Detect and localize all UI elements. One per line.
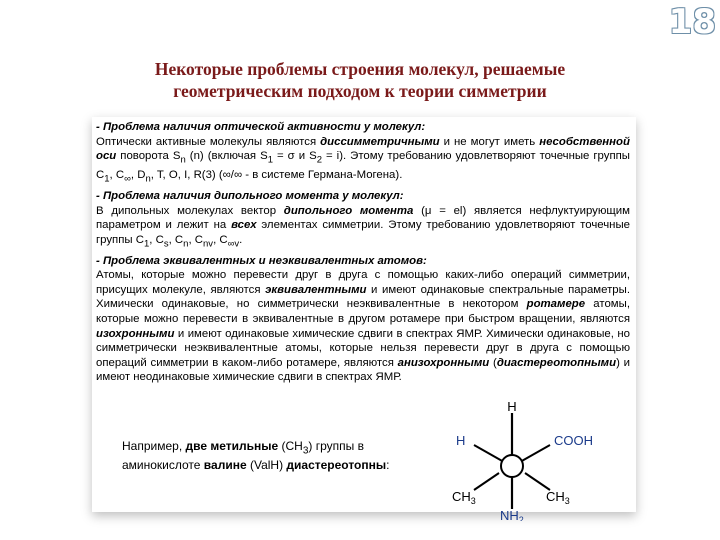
term-isochronous: изохронными <box>96 327 175 340</box>
text-run: = σ и S <box>272 150 317 163</box>
label-bottom-right-ch <box>546 489 570 506</box>
text-run: ( <box>489 356 497 369</box>
term-equivalent: эквивалентными <box>265 283 367 296</box>
text-run: поворота S <box>116 150 181 163</box>
bond-left <box>474 445 504 462</box>
text-run: (ValH) <box>246 458 287 473</box>
text-run: , T, O, I, R(3) (∞/∞ - в системе Германа-Могена). <box>150 169 403 182</box>
subscript: 3 <box>302 445 309 457</box>
label-left-h: H <box>456 433 466 448</box>
term-dipole-moment: дипольного момента <box>283 204 414 217</box>
subscript: 1 <box>104 173 110 185</box>
text-run: и имеют одинаковые спектральные параметры. Химически одинаковые, но симметрически неэквивалентные в некотором <box>96 283 630 311</box>
term-valine: валине <box>203 458 247 473</box>
text-run: , C <box>188 233 204 246</box>
term-rotamer: ротамере <box>526 298 586 311</box>
subscript: n <box>183 238 189 249</box>
slide-title <box>0 58 720 102</box>
text-run: . <box>239 233 243 246</box>
slide-number: 18 <box>668 2 716 42</box>
text-run: , C <box>149 233 164 246</box>
text-run: (CH <box>278 439 303 453</box>
term-dissymmetric: диссимметричными <box>320 135 440 148</box>
label-bottom-nh <box>500 508 524 521</box>
text-run: атомы, которые можно перевести в эквивалентные в другом ротамере при быстром вращении, являются <box>96 298 630 325</box>
newman-circle <box>501 455 523 477</box>
term-anisochronous: анизохронными <box>397 356 490 369</box>
bond-bottom-left <box>474 473 499 490</box>
text-run: , C <box>109 169 125 182</box>
subscript: n <box>180 154 186 166</box>
subscript: 1 <box>143 238 150 249</box>
subscript: ∞v <box>227 238 240 249</box>
subscript: 3 <box>564 496 570 506</box>
text-run: Оптически активные молекулы являются <box>96 135 321 148</box>
text-run: (n) (включая S <box>185 150 268 163</box>
subscript: 3 <box>470 496 476 506</box>
subscript: ∞ <box>124 173 131 185</box>
bond-bottom-right <box>525 473 550 490</box>
label-text: CH <box>452 489 471 504</box>
bond-right <box>520 445 550 462</box>
subscript: nv <box>203 238 214 249</box>
term-diastereotopic-example: диастереотопны <box>286 458 387 473</box>
slide-title-line1: Некоторые проблемы строения молекул, решаемые <box>154 59 566 79</box>
text-run: и не могут иметь <box>439 135 540 148</box>
section3-heading: - Проблема эквивалентных и неэквивалентных атомов: <box>96 254 427 267</box>
content-panel <box>92 117 636 521</box>
label-right-cooh: COOH <box>554 433 593 448</box>
section2-heading: - Проблема наличия дипольного момента у молекул: <box>96 189 404 202</box>
text-run: , C <box>213 233 228 246</box>
example-text <box>122 439 394 473</box>
label-text: NH <box>500 508 519 521</box>
subscript: 2 <box>316 154 322 166</box>
subscript: n <box>145 173 151 185</box>
term-all: всех <box>231 219 257 232</box>
term-diastereotopic: диастереотопными <box>496 356 617 369</box>
section1-paragraph <box>96 120 630 187</box>
section2-paragraph <box>96 189 630 252</box>
text-run: ) группы в аминокислоте <box>122 439 364 473</box>
subscript: 1 <box>267 154 273 166</box>
subscript: 2 <box>518 515 524 521</box>
text-run: ) и имеют неодинаковые химические сдвиги в спектрах ЯМР. <box>96 356 630 384</box>
text-run: и имеют одинаковые химические сдвиги в спектрах ЯМР. Химически одинаковые, но симметрически неэквивалентные атомы, которые нельзя перевести друг в друга с помощью операций симметрии в каком-либо ротамере, являются <box>96 327 630 369</box>
text-run: элементах симметрии. Этому требованию удовлетворяют точечные группы C <box>96 219 630 246</box>
text-run: В дипольных молекулах вектор <box>96 204 284 217</box>
text-run: = i). Этому требованию удовлетворяют точечные группы C <box>96 150 630 182</box>
label-text: CH <box>546 489 565 504</box>
text-run: , D <box>130 169 146 182</box>
term-improper-axis: несобственной оси <box>96 135 630 163</box>
newman-projection <box>442 399 632 521</box>
text-run: Например, <box>122 439 186 453</box>
section3-paragraph <box>96 254 630 385</box>
slide-title-line2: геометрическим подходом к теории симметрии <box>173 81 547 101</box>
subscript: s <box>163 238 169 249</box>
text-run: : <box>386 458 390 473</box>
label-top-h: H <box>507 399 517 414</box>
text-run: (μ = el) является нефлуктуирующим параметром и лежит на <box>96 204 630 232</box>
text-run: , C <box>168 233 184 246</box>
body-text <box>96 120 630 387</box>
label-bottom-left-ch <box>452 489 476 506</box>
section1-heading: - Проблема наличия оптической активности у молекул: <box>96 121 426 133</box>
text-run: Атомы, которые можно перевести друг в друга с помощью каких-либо операций симметрии, присущих молекуле, являются <box>96 269 630 296</box>
term-two-methyl: две метильные <box>185 439 279 453</box>
newman-projection-svg <box>442 399 632 521</box>
